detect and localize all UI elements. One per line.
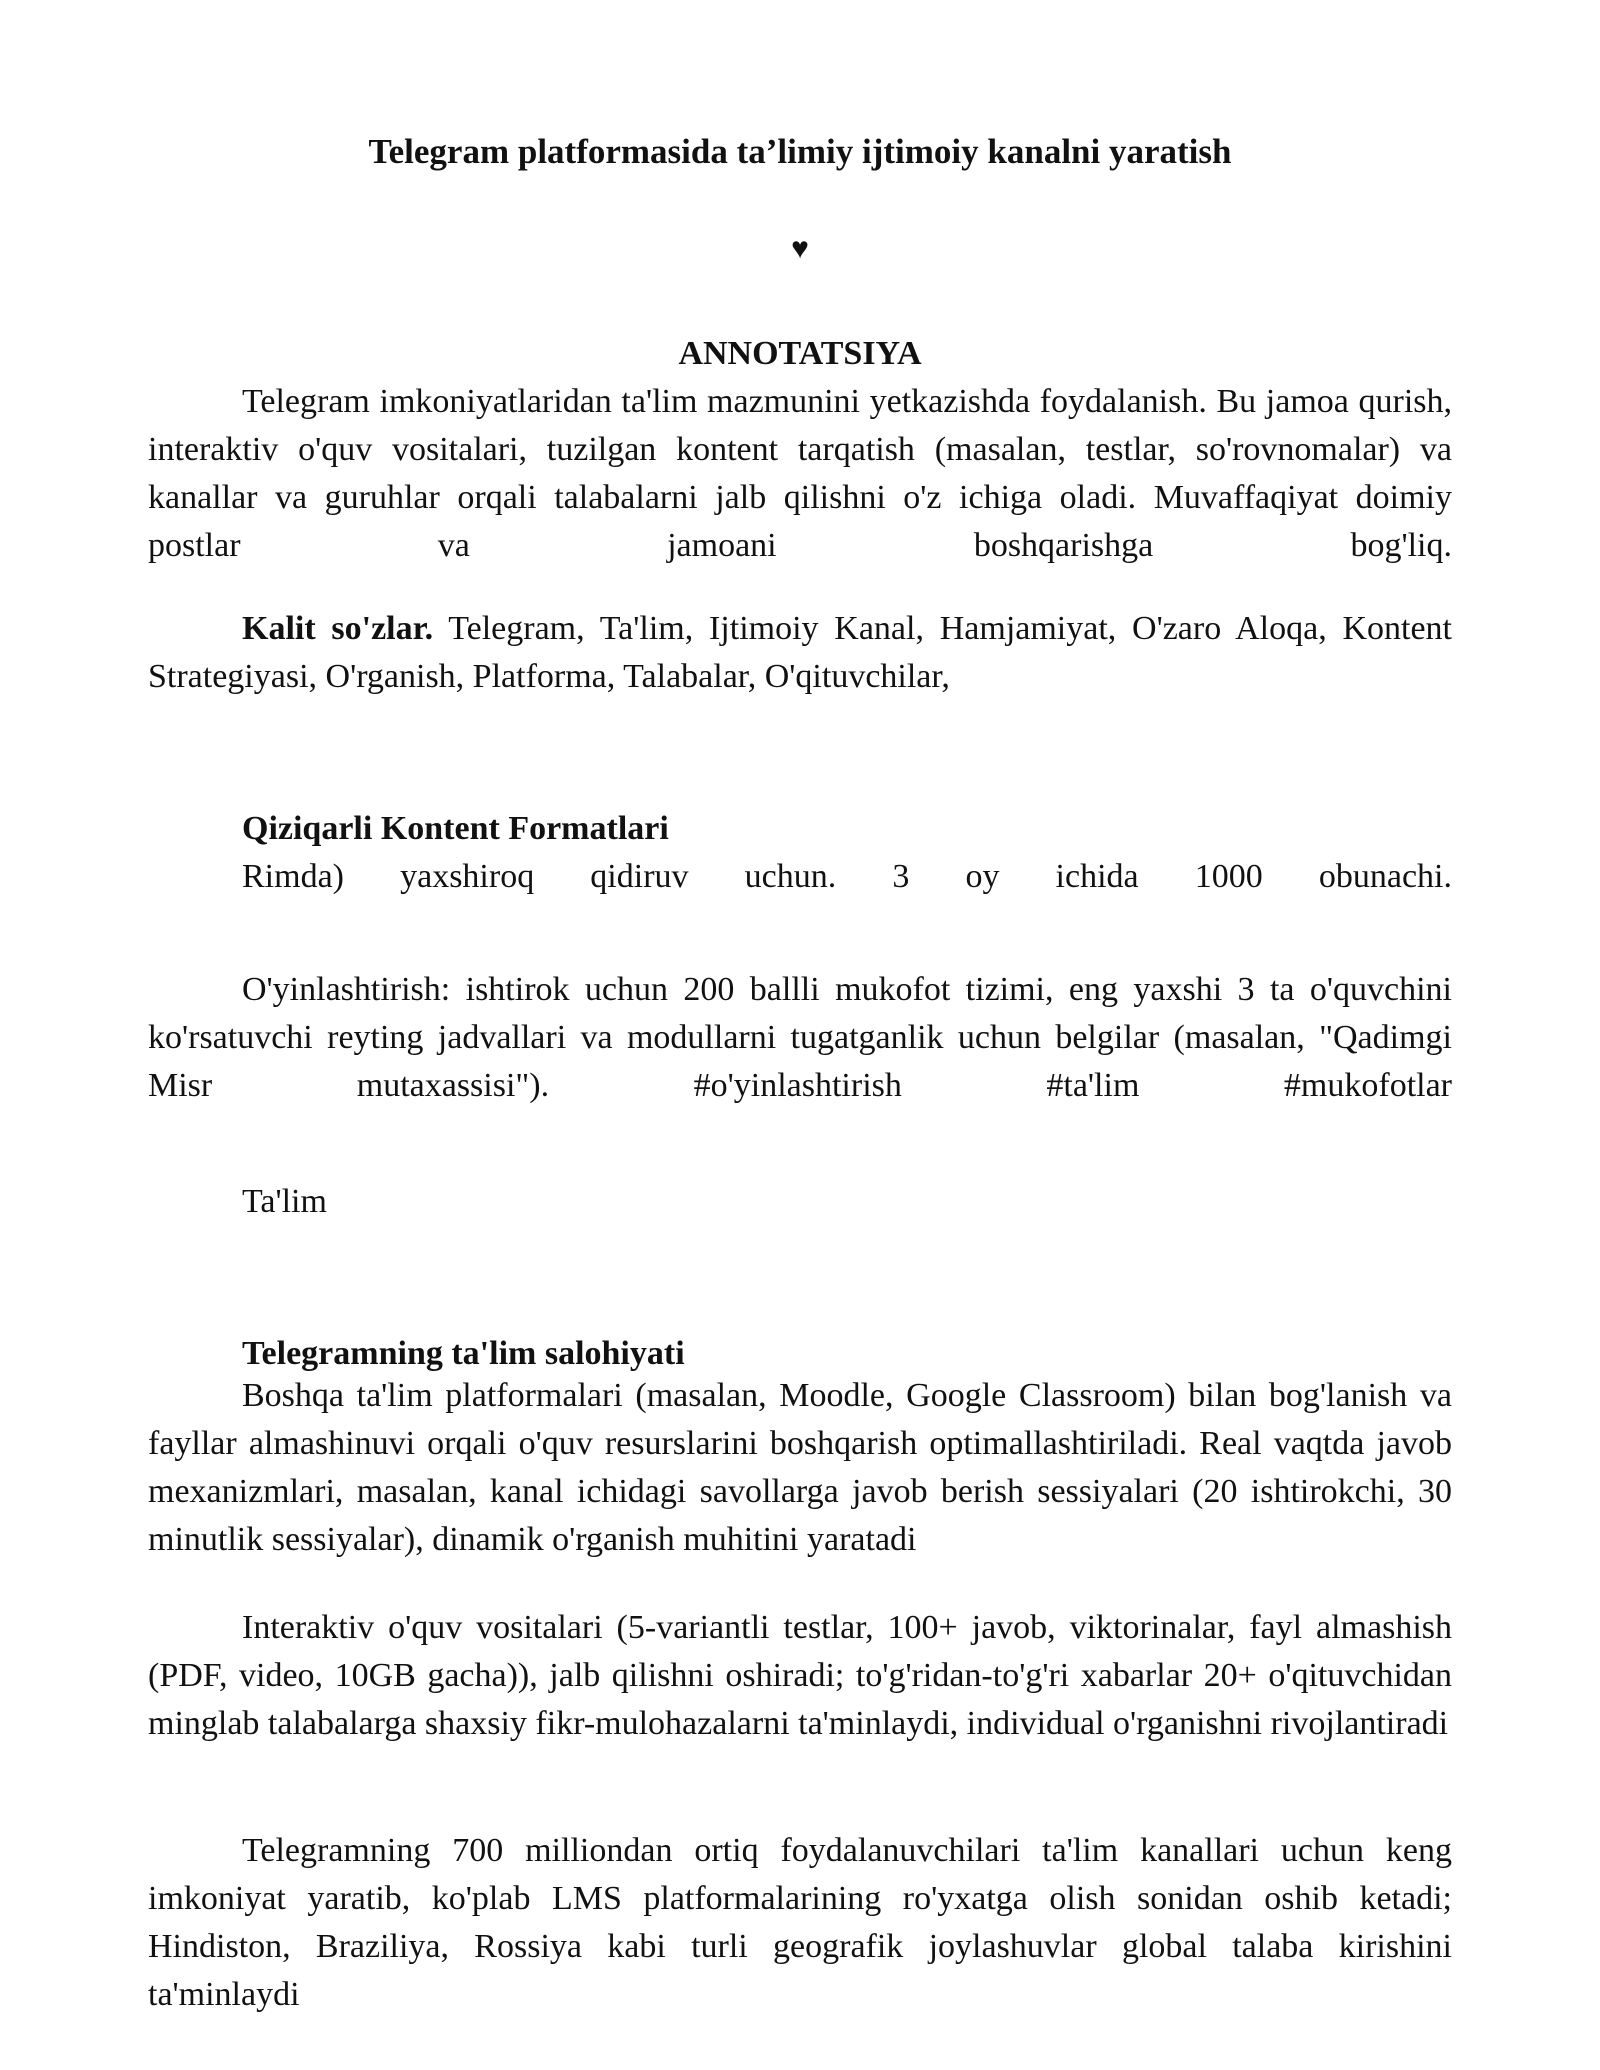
annotation-heading: ANNOTATSIYA	[678, 335, 922, 372]
heart-icon: ♥	[791, 232, 809, 265]
gamification-paragraph: O'yinlashtirish: ishtirok uchun 200 ballli mukofot tizimi, eng yaxshi 3 ta o'quvchini ko'rsatuvchi reyting jadvallari va modullarni tugatganlik uchun belgilar (masalan, "Qadimgi Misr mutaxassisi"). #o'yinlashtirish #ta'lim #mukofotlar	[148, 971, 1452, 1104]
talim-label: Ta'lim	[242, 1183, 327, 1220]
content-formats-line: Rimda) yaxshiroq qidiruv uchun. 3 oy ichida 1000 obunachi.	[242, 858, 1452, 895]
education-potential-paragraph-3: Telegramning 700 milliondan ortiq foydalanuvchilari ta'lim kanallari uchun keng imkoniyat yaratib, ko'plab LMS platformalarining ro'yxatga olish sonidan oshib ketadi; Hindiston, Braziliya, Rossiya kabi turli geografik joylashuvlar global talaba kirishini ta'minlaydi	[148, 1832, 1452, 2013]
keywords-text: Telegram, Ta'lim, Ijtimoiy Kanal, Hamjamiyat, O'zaro Aloqa, Kontent Strategiyasi, O'rganish, Platforma, Talabalar, O'qituvchilar,	[148, 610, 1452, 695]
keywords-label: Kalit so'zlar.	[242, 610, 434, 647]
annotation-paragraph: Telegram imkoniyatlaridan ta'lim mazmunini yetkazishda foydalanish. Bu jamoa qurish, interaktiv o'quv vositalari, tuzilgan kontent tarqatish (masalan, testlar, so'rovnomalar) va kanallar va guruhlar orqali talabalarni jalb qilishni o'z ichiga oladi. Muvaffaqiyat doimiy postlar va jamoani boshqarishga bog'liq.	[148, 383, 1452, 564]
document-title: Telegram platformasida ta’limiy ijtimoiy kanalni yaratish	[368, 132, 1232, 171]
keywords-paragraph	[148, 605, 1452, 701]
section-heading-education-potential: Telegramning ta'lim salohiyati	[242, 1335, 685, 1372]
education-potential-paragraph-2: Interaktiv o'quv vositalari (5-variantli testlar, 100+ javob, viktorinalar, fayl almashish (PDF, video, 10GB gacha)), jalb qilishni oshiradi; to'g'ridan-to'g'ri xabarlar 20+ o'qituvchidan minglab talabalarga shaxsiy fikr-mulohazalarni ta'minlaydi, individual o'rganishni rivojlantiradi	[148, 1609, 1452, 1742]
document-page	[148, 0, 1452, 2070]
education-potential-paragraph-1: Boshqa ta'lim platformalari (masalan, Moodle, Google Classroom) bilan bog'lanish va fayllar almashinuvi orqali o'quv resurslarini boshqarish optimallashtiriladi. Real vaqtda javob mexanizmlari, masalan, kanal ichidagi savollarga javob berish sessiyalari (20 ishtirokchi, 30 minutlik sessiyalar), dinamik o'rganish muhitini yaratadi	[148, 1377, 1452, 1558]
section-heading-content-formats: Qiziqarli Kontent Formatlari	[242, 810, 669, 847]
